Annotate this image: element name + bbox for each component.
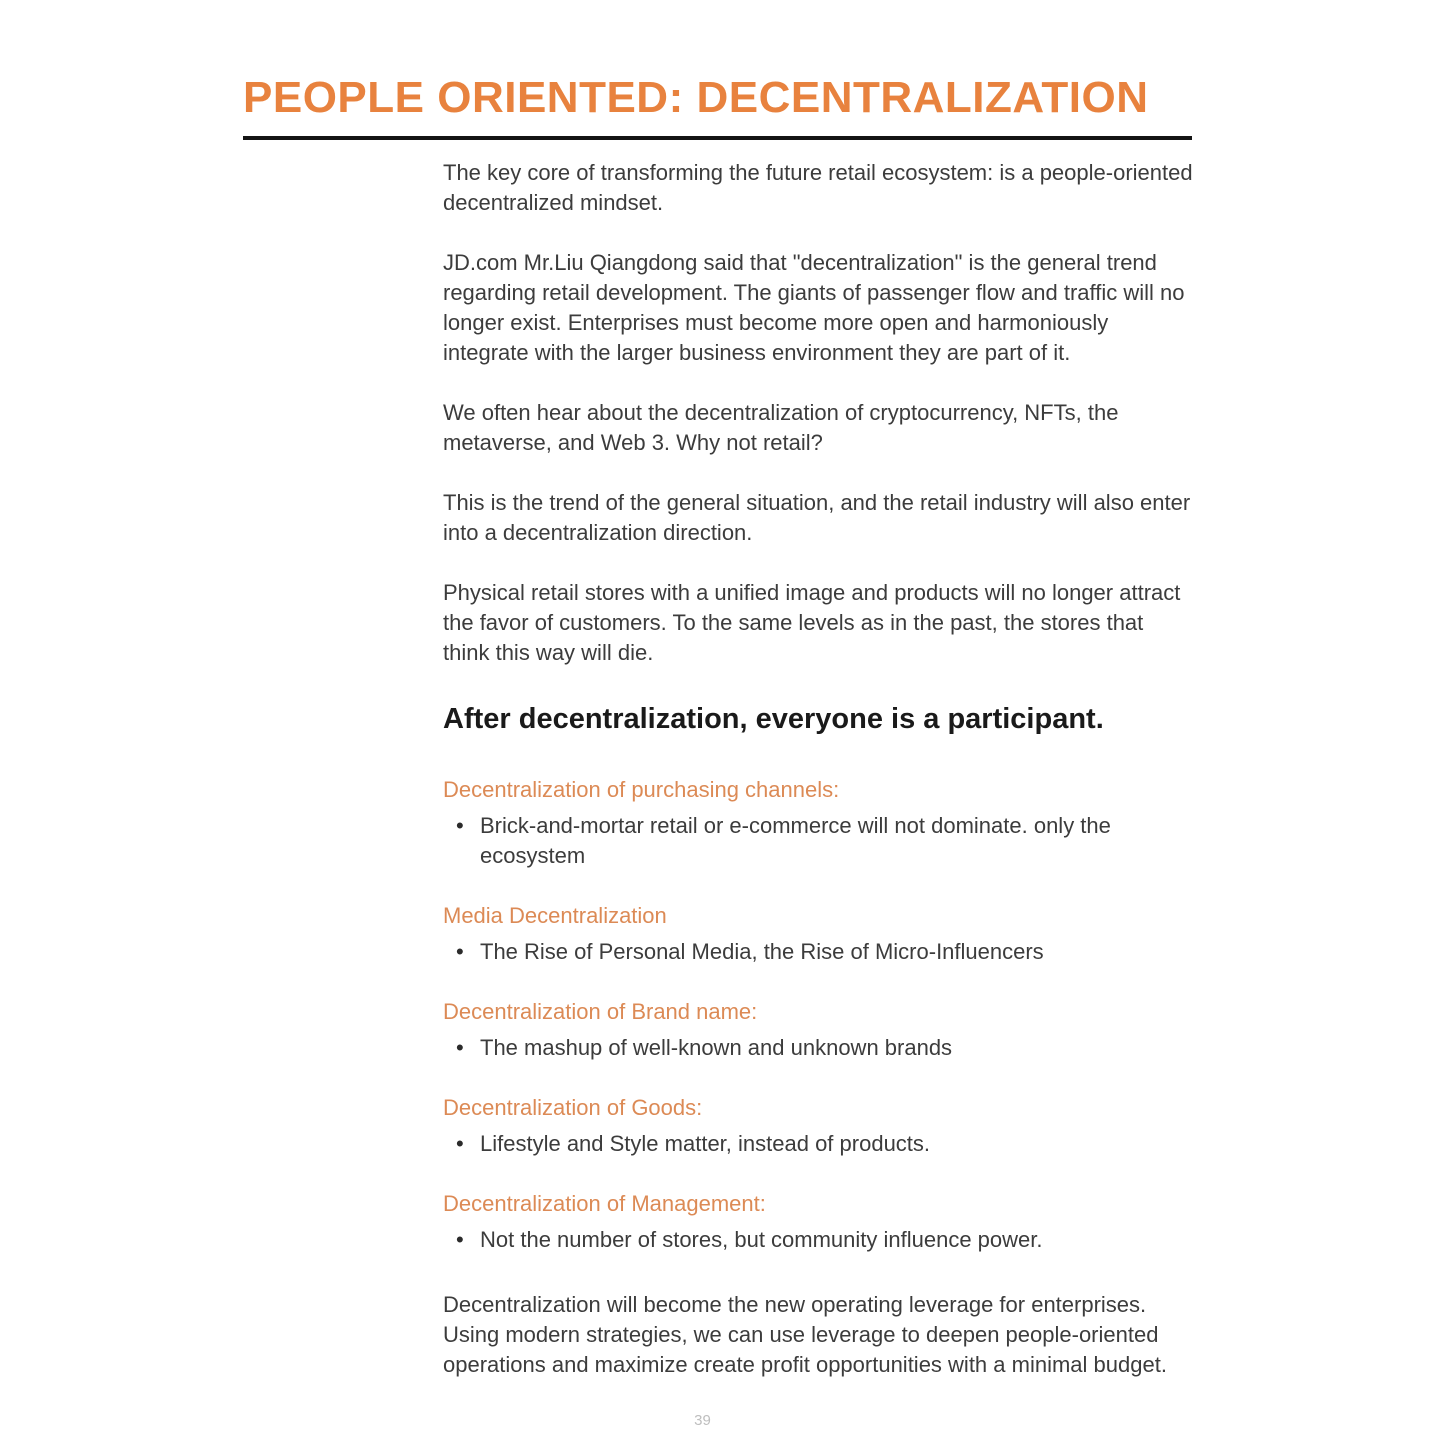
bullet-list — [443, 937, 1195, 967]
page-header — [243, 74, 1195, 140]
topic-subheading: Decentralization of Management: — [443, 1191, 766, 1216]
bullet-item: • The mashup of well-known and unknown brands — [443, 1033, 1195, 1063]
intro-paragraph: The key core of transforming the future retail ecosystem: is a people-oriented decentralized mindset. — [443, 160, 1193, 215]
bullet-list — [443, 811, 1195, 871]
intro-paragraph: This is the trend of the general situation, and the retail industry will also enter into a decentralization direction. — [443, 490, 1191, 545]
topic-subheading: Decentralization of purchasing channels: — [443, 777, 840, 802]
topic-goods — [443, 1094, 1195, 1159]
bullet-item: • Not the number of stores, but community influence power. — [443, 1225, 1195, 1255]
intro-paragraph: Physical retail stores with a unified image and products will no longer attract the favor of customers. To the same levels as in the past, the stores that think this way will die. — [443, 580, 1181, 665]
bullet-list — [443, 1129, 1195, 1159]
content-column — [443, 158, 1195, 1380]
topic-brand-name — [443, 998, 1195, 1063]
topic-purchasing-channels — [443, 776, 1195, 871]
bullet-item: • The Rise of Personal Media, the Rise of Micro-Influencers — [443, 937, 1195, 967]
bullet-item: • Brick-and-mortar retail or e-commerce will not dominate. only the ecosystem — [443, 811, 1195, 871]
section-heading: After decentralization, everyone is a participant. — [443, 703, 1104, 735]
bullet-item: • Lifestyle and Style matter, instead of products. — [443, 1129, 1195, 1159]
topic-management — [443, 1190, 1195, 1255]
topic-media — [443, 902, 1195, 967]
intro-paragraph: JD.com Mr.Liu Qiangdong said that "decentralization" is the general trend regarding retail development. The giants of passenger flow and traffic will no longer exist. Enterprises must become more open and harmoniously integrate with the larger business environment they are part of it. — [443, 250, 1185, 365]
topic-subheading: Media Decentralization — [443, 903, 667, 928]
topic-subheading: Decentralization of Brand name: — [443, 999, 758, 1024]
page-title: PEOPLE ORIENTED: DECENTRALIZATION — [243, 73, 1149, 122]
topic-subheading: Decentralization of Goods: — [443, 1095, 703, 1120]
intro-paragraph: We often hear about the decentralization of cryptocurrency, NFTs, the metaverse, and Web 3. Why not retail? — [443, 400, 1119, 455]
title-underline-rule — [243, 136, 1192, 140]
bullet-list — [443, 1225, 1195, 1255]
closing-paragraph: Decentralization will become the new operating leverage for enterprises. Using modern strategies, we can use leverage to deepen people-oriented operations and maximize create profit opportunities with a minimal budget. — [443, 1292, 1167, 1377]
page-number: 39 — [694, 1412, 711, 1429]
bullet-list — [443, 1033, 1195, 1063]
